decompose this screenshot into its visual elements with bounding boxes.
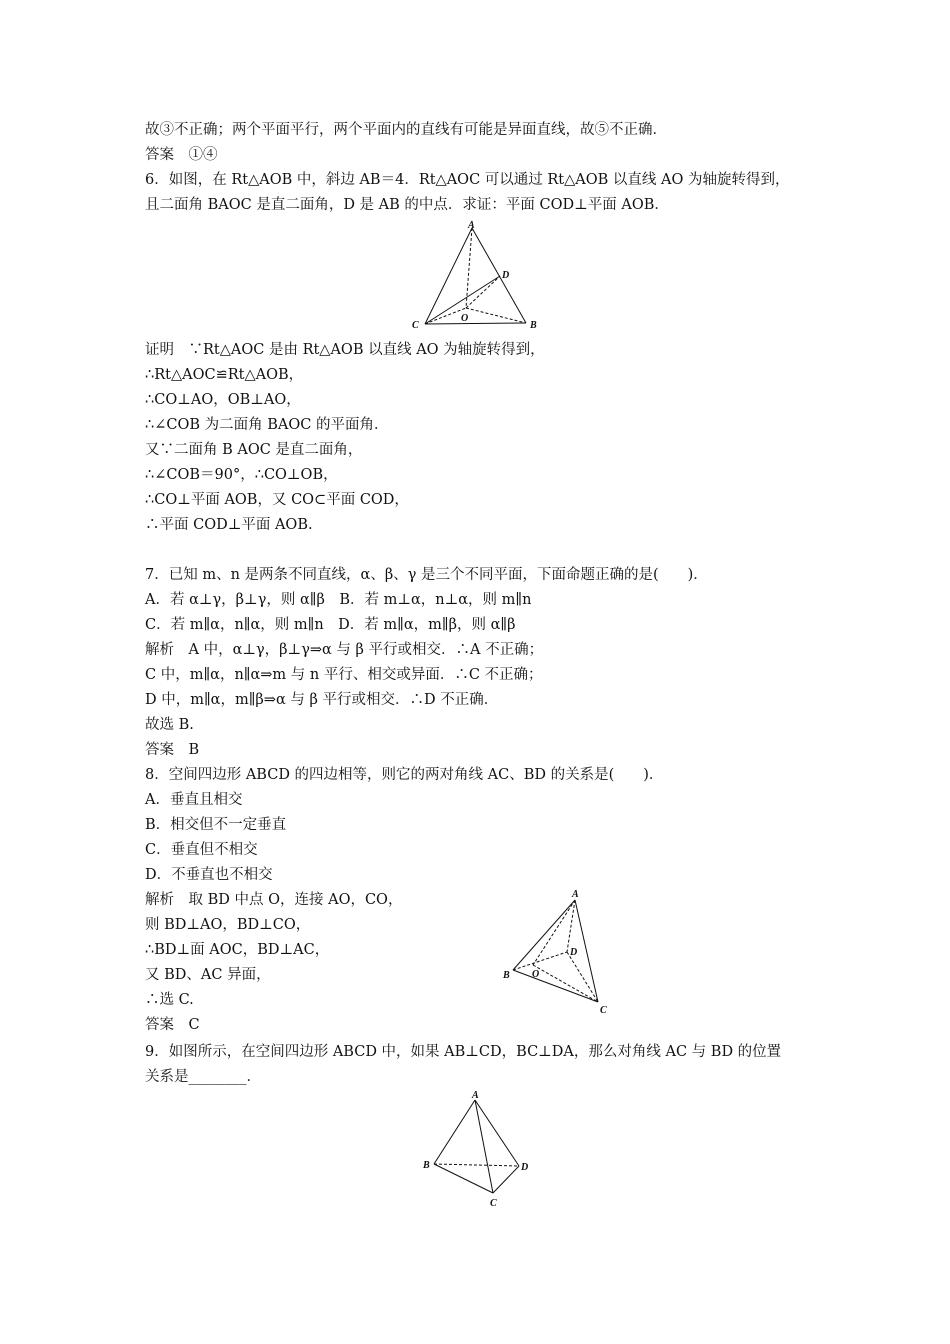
label-d: D xyxy=(521,1162,529,1173)
question-7-options-ab: A．若 α⊥γ，β⊥γ，则 α∥β B．若 m⊥α，n⊥α，则 m∥n xyxy=(145,592,532,608)
analysis-8-line-5: ∴选 C. xyxy=(145,992,194,1008)
label-a: A xyxy=(572,889,579,900)
figure-q9 xyxy=(418,1088,538,1213)
answer-8: 答案 C xyxy=(145,1017,200,1033)
label-a: A xyxy=(468,220,475,231)
label-c: C xyxy=(490,1198,497,1209)
label-o: O xyxy=(532,969,540,980)
figure-q6 xyxy=(400,220,550,335)
label-b: B xyxy=(503,970,510,981)
label-o: O xyxy=(461,313,469,324)
analysis-7-line-3: D 中，m∥α，m∥β⇒α 与 β 平行或相交．∴D 不正确． xyxy=(145,692,499,708)
option-8-a: A．垂直且相交 xyxy=(145,792,243,808)
label-c: C xyxy=(600,1005,607,1016)
figure-q8 xyxy=(495,885,620,1020)
proof-line-1: 证明 ∵Rt△AOC 是由 Rt△AOB 以直线 AO 为轴旋转得到， xyxy=(145,342,545,358)
answer-5: 答案 ①④ xyxy=(145,147,218,163)
proof-line-3: ∴CO⊥AO，OB⊥AO， xyxy=(145,392,301,408)
edge-ac xyxy=(425,228,472,324)
edge-ab xyxy=(434,1100,475,1164)
question-6-line-1: 6．如图，在 Rt△AOB 中，斜边 AB＝4．Rt△AOC 可以通过 Rt△AOB 以直线 AO 为轴旋转得到， xyxy=(145,172,790,188)
analysis-8-line-2: 则 BD⊥AO，BD⊥CO， xyxy=(145,917,311,933)
edge-ob xyxy=(466,308,526,323)
edge-ao xyxy=(533,900,578,965)
proof-line-5: 又∵二面角 B AOC 是直二面角， xyxy=(145,442,363,458)
analysis-7-line-4: 故选 B. xyxy=(145,717,194,733)
label-b: B xyxy=(423,1160,430,1171)
answer-7: 答案 B xyxy=(145,742,200,758)
analysis-8-line-3: ∴BD⊥面 AOC，BD⊥AC， xyxy=(145,942,330,958)
question-9-line-2: 关系是________． xyxy=(145,1069,261,1085)
analysis-7-line-1: 解析 A 中，α⊥γ，β⊥γ⇒α 与 β 平行或相交．∴A 不正确； xyxy=(145,642,544,658)
edge-cb xyxy=(425,323,526,324)
question-9-line-1: 9．如图所示，在空间四边形 ABCD 中，如果 AB⊥CD，BC⊥DA，那么对角线 AC 与 BD 的位置 xyxy=(145,1044,782,1060)
edge-bd xyxy=(434,1164,519,1166)
analysis-8-line-4: 又 BD、AC 异面， xyxy=(145,967,271,983)
proof-line-4: ∴∠COB 为二面角 BAOC 的平面角． xyxy=(145,417,389,433)
edge-ac xyxy=(575,900,598,1002)
edge-bc xyxy=(513,970,598,1002)
proof-line-7: ∴CO⊥平面 AOB，又 CO⊂平面 COD， xyxy=(145,492,409,508)
proof-line-6: ∴∠COB＝90°，∴CO⊥OB， xyxy=(145,467,338,483)
label-d: D xyxy=(570,947,578,958)
option-8-c: C．垂直但不相交 xyxy=(145,842,258,858)
proof-line-2: ∴Rt△AOC≌Rt△AOB， xyxy=(145,367,304,383)
question-7-options-cd: C．若 m∥α，n∥α，则 m∥n D．若 m∥α，m∥β，则 α∥β xyxy=(145,617,516,633)
question-7: 7．已知 m、n 是两条不同直线，α、β、γ 是三个不同平面，下面命题正确的是( )． xyxy=(145,567,708,583)
question-8: 8．空间四边形 ABCD 的四边相等，则它的两对角线 AC、BD 的关系是( )． xyxy=(145,767,664,783)
edge-oc xyxy=(533,965,598,1002)
option-8-b: B．相交但不一定垂直 xyxy=(145,817,287,833)
label-d: D xyxy=(502,270,510,281)
edge-od xyxy=(466,276,500,308)
analysis-8-line-1: 解析 取 BD 中点 O，连接 AO，CO， xyxy=(145,892,403,908)
label-b: B xyxy=(530,320,537,331)
edge-dc xyxy=(567,952,598,1002)
option-8-d: D．不垂直也不相交 xyxy=(145,867,273,883)
text-line-1: 故③不正确；两个平面平行，两个平面内的直线有可能是异面直线，故⑤不正确． xyxy=(145,122,667,138)
question-6-line-2: 且二面角 BAOC 是直二面角，D 是 AB 的中点．求证：平面 COD⊥平面 AOB． xyxy=(145,197,669,213)
analysis-7-line-2: C 中，m∥α，n∥α⇒m 与 n 平行、相交或异面．∴C 不正确； xyxy=(145,667,543,683)
label-c: C xyxy=(412,320,419,331)
proof-line-8: ∴平面 COD⊥平面 AOB. xyxy=(145,517,313,533)
edge-cd xyxy=(493,1166,519,1193)
label-a: A xyxy=(472,1090,479,1101)
edge-ab xyxy=(472,228,526,323)
edge-bc xyxy=(434,1164,493,1193)
